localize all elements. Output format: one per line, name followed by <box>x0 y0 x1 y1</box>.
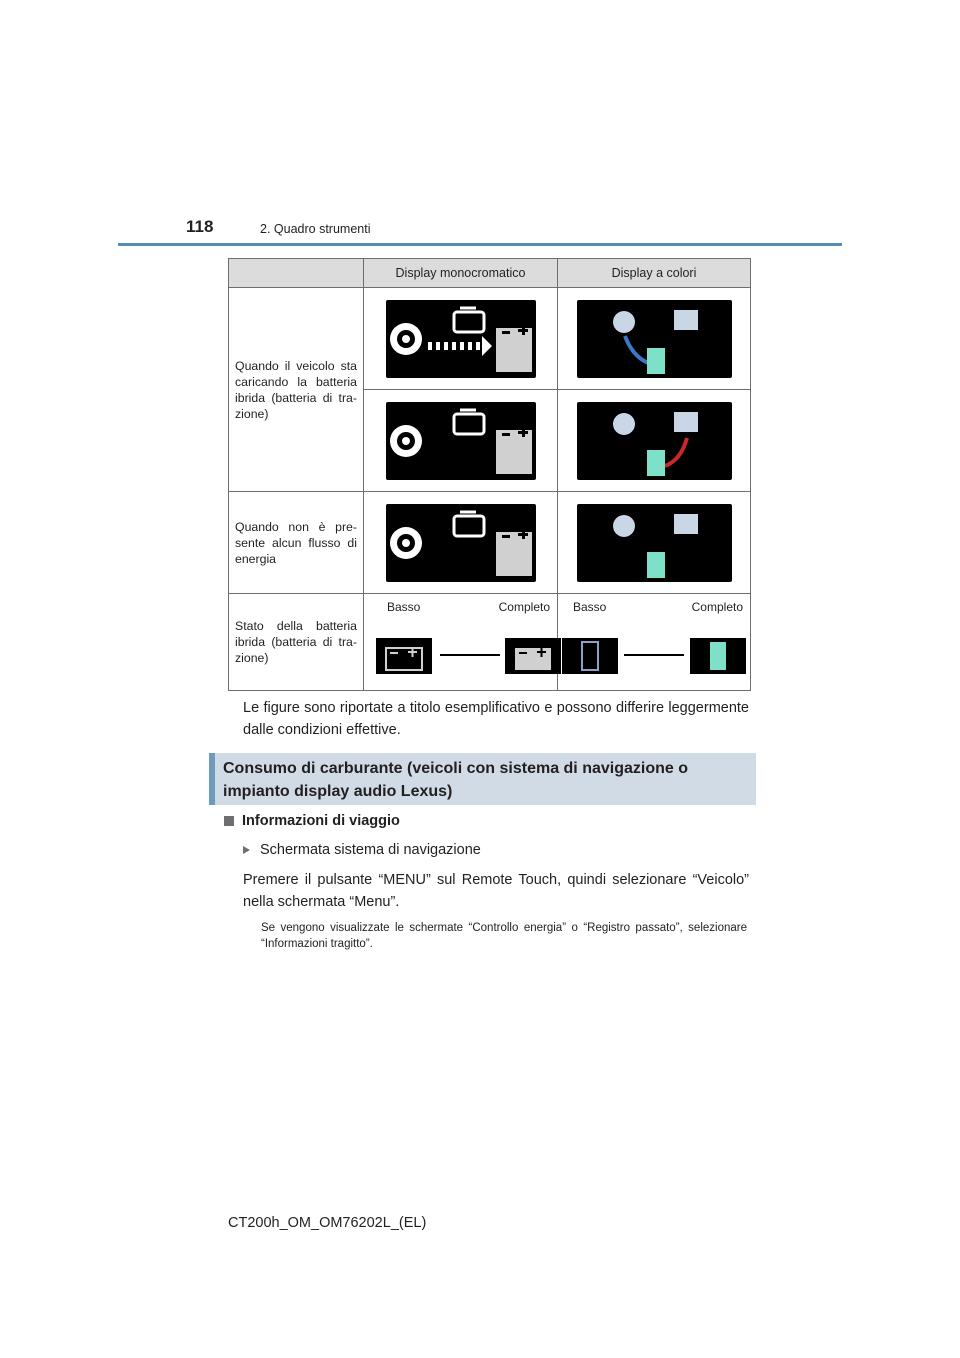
battery-icon <box>647 450 665 476</box>
label-full: Completo <box>498 600 550 614</box>
color-screen <box>577 300 732 378</box>
header-empty-cell <box>229 259 364 288</box>
wheel-icon <box>613 515 635 537</box>
battery-icon <box>496 326 532 372</box>
battery-icon <box>647 348 665 374</box>
mono-charging-2 <box>364 390 558 492</box>
color-battery-state <box>558 594 751 691</box>
double-arrow <box>624 654 684 656</box>
battery-icon <box>496 530 532 576</box>
battery-icon <box>496 428 532 474</box>
wheel-icon <box>390 425 422 457</box>
engine-icon <box>674 514 698 534</box>
step-text: Schermata sistema di navigazione <box>260 842 481 858</box>
engine-icon <box>454 512 484 536</box>
triangle-bullet-icon <box>243 846 250 854</box>
label-low: Basso <box>387 600 421 614</box>
battery-empty-icon <box>562 638 618 674</box>
header-rule <box>118 243 842 246</box>
mono-charging-1 <box>364 288 558 390</box>
footer-code: CT200h_OM_OM76202L_(EL) <box>228 1215 427 1231</box>
figure-note: Le figure sono riportate a titolo esemplificativo e possono differire leggermente dalle condizioni effettive. <box>243 700 749 738</box>
col-header-mono: Display monocromatico <box>364 259 558 288</box>
mono-screen <box>386 504 536 582</box>
wheel-icon <box>390 323 422 355</box>
label-full: Completo <box>691 600 743 614</box>
square-bullet-icon <box>224 816 234 826</box>
color-screen <box>577 504 732 582</box>
dashed-arrow <box>428 336 492 356</box>
mono-battery-state <box>364 594 558 691</box>
label-low: Basso <box>573 600 607 614</box>
subhead-text: Informazioni di viaggio <box>242 813 400 829</box>
mono-screen <box>386 402 536 480</box>
mono-screen <box>386 300 536 378</box>
engine-icon <box>674 310 698 330</box>
row-label-battery-state: Stato della batteria ibrida (batteria di trazione) <box>229 594 364 691</box>
row-label-no-flow: Quando non è presente alcun flusso di energia <box>229 492 364 594</box>
mono-no-flow <box>364 492 558 594</box>
subhead <box>224 813 400 829</box>
color-screen <box>577 402 732 480</box>
battery-icon <box>647 552 665 578</box>
wheel-icon <box>613 311 635 333</box>
engine-icon <box>674 412 698 432</box>
chapter-title: 2. Quadro strumenti <box>260 222 371 236</box>
section-title: Consumo di carburante (veicoli con sistema di navigazione o impianto display audio Lexus) <box>223 760 688 800</box>
red-flow-arrow <box>665 438 687 466</box>
battery-full-icon <box>690 638 746 674</box>
engine-icon <box>454 410 484 434</box>
color-charging-1 <box>558 288 751 390</box>
row-label-charging: Quando il veicolo sta caricando la batteria ibrida (batteria di trazione) <box>229 288 364 492</box>
step <box>243 842 481 858</box>
wheel-icon <box>613 413 635 435</box>
col-header-color: Display a colori <box>558 259 751 288</box>
page-number: 118 <box>186 217 214 236</box>
color-charging-2 <box>558 390 751 492</box>
battery-full-icon <box>505 638 561 674</box>
color-no-flow <box>558 492 751 594</box>
energy-monitor-table <box>228 258 751 691</box>
instruction-paragraph: Premere il pulsante “MENU” sul Remote Touch, quindi selezionare “Veicolo” nella schermata “Menu”. <box>243 872 749 910</box>
wheel-icon <box>390 527 422 559</box>
battery-empty-icon <box>376 638 432 674</box>
small-note: Se vengono visualizzate le schermate “Controllo energia” o “Registro passato”, selezionare “Informazioni tragitto”. <box>261 922 747 950</box>
double-arrow <box>440 654 500 656</box>
engine-icon <box>454 308 484 332</box>
